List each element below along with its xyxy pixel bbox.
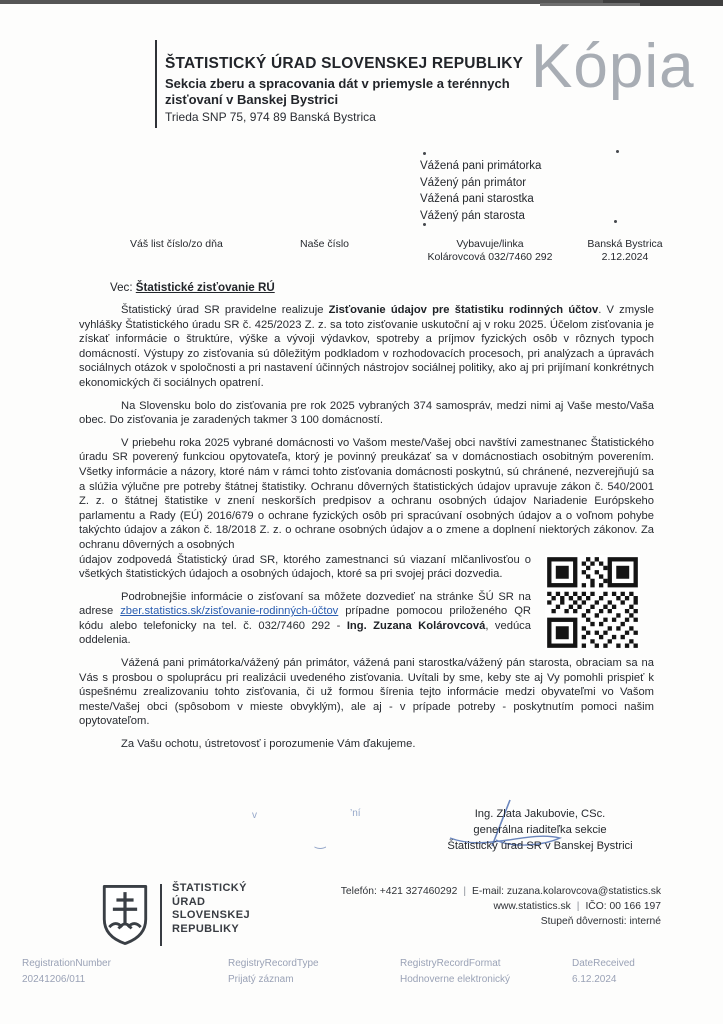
- registry-label: RegistryRecordFormat: [400, 958, 501, 969]
- contact-email: E-mail: zuzana.kolarovcova@statistics.sk: [472, 886, 661, 897]
- p4-rest: , vedúca oddelenia.: [79, 619, 531, 647]
- contact-website: www.statistics.sk: [493, 901, 571, 912]
- registry-col-record-type: [228, 956, 319, 988]
- letter-body: [79, 303, 654, 760]
- signature-block: [395, 806, 685, 854]
- registry-value: Hodnoverne elektronický: [400, 974, 511, 985]
- stamp-fragment: ‿: [315, 834, 326, 849]
- letterhead-vertical-rule: [155, 40, 157, 128]
- ref-place-label: Banská Bystrica: [587, 238, 663, 250]
- logo-line: ÚRAD: [172, 895, 206, 908]
- ref-handled-by-value: Kolárovcová 032/7460 292: [427, 251, 553, 263]
- registry-label: DateReceived: [572, 958, 635, 969]
- p1-rest: . V zmysle vyhlášky Štatistického úradu SR č. 425/2023 Z. z. sa toto zisťovanie uskutoční aj v roku 2025. Účelom zisťovania je získať informácie o štruktúre, výške a vývoji výdavkov, spotreby a príjmov fyzických osôb v rôznych typoch domácností. Výstupy zo zisťovania sú dôležitým podkladom v rozhodovacích procesoch, pri analýzach a úpravách sociálnych otázok v spoločnosti a pri nastavení účinných nástrojov sociálnej politiky, ako aj pri prijímaní konkrétnych ekonomických či sociálnych opatrení.: [79, 304, 654, 389]
- footer-contact: [341, 884, 661, 929]
- logo-line: REPUBLIKY: [172, 922, 240, 935]
- stamp-fragment: ’ní: [350, 808, 361, 819]
- qr-code: [545, 555, 640, 650]
- registry-col-date-received: [572, 956, 635, 988]
- ref-place-date: [572, 238, 678, 264]
- recipient-line: Vážená pani starostka: [420, 193, 534, 205]
- contact-line-3: Stupeň dôvernosti: interné: [540, 916, 661, 927]
- separator: |: [463, 886, 466, 897]
- stamp-fragment: v: [252, 810, 257, 821]
- registry-value: 6.12.2024: [572, 974, 617, 985]
- subject-line: [110, 281, 275, 294]
- subject-text: Štatistické zisťovanie RÚ: [135, 281, 275, 294]
- org-subtitle-line2: zisťovaní v Banskej Bystrici: [165, 91, 339, 107]
- fold-mark-dot: [616, 150, 619, 153]
- qr-code-graphic: [545, 555, 640, 650]
- signatory-name: Ing. Zlata Jakubovie, CSc.: [474, 808, 606, 820]
- org-title: ŠTATISTICKÝ ÚRAD SLOVENSKEJ REPUBLIKY: [165, 55, 524, 72]
- paragraph-3a: V priebehu roka 2025 vybrané domácnosti vo Vašom meste/Vašej obci navštívi zamestnanec Štatistického úradu SR poverený funkciou opytovateľa, ktorý je povinný preukázať sa v domácnostiach osobitným poverením. Všetky informácie a názory, ktoré nám v rámci tohto zisťovania domácnosti poskytnú, sú chránené, nezverejňujú sa a slúžia výlučne pre potreby štátnej štatistiky. Ochranu dôverných štatistických údajov upravuje zákon č. 540/2001 Z. z. o štátnej štatistike v znení neskorších predpisov a ochranu osobných údajov Nariadenie Európskeho parlamentu a Rady (EÚ) 2016/679 o ochrane fyzických osôb pri spracúvaní osobných údajov a o voľnom pohybe takýchto údajov a zákon č. 18/2018 Z. z. o ochrane osobných údajov a o zmene a doplnení niektorých zákonov. Za ochranu dôverných a osobných: [79, 436, 654, 551]
- contact-ico: IČO: 00 166 197: [585, 901, 661, 912]
- p4-contact-name: Ing. Zuzana Kolárovcová: [346, 619, 486, 632]
- logo-divider: [160, 884, 162, 946]
- paragraph-2: Na Slovensku bolo do zisťovania pre rok 2025 vybraných 374 samospráv, medzi nimi aj Vaše mesto/Vaša obec. Do zisťovania je zaradených takmer 3 100 domácností.: [79, 399, 654, 427]
- p1-lead: Štatistický úrad SR pravidelne realizuje: [121, 304, 329, 316]
- contact-line-1: [341, 884, 661, 899]
- survey-info-link[interactable]: zber.statistics.sk/zisťovanie-rodinných-účtov: [120, 605, 339, 618]
- registry-col-record-format: [400, 956, 510, 988]
- recipient-line: Vážený pán starosta: [420, 209, 525, 222]
- ref-handled-by-label: Vybavuje/linka: [456, 238, 524, 250]
- recipient-line: Vážený pán primátor: [420, 176, 527, 189]
- p1-survey-name: Zisťovanie údajov pre štatistiku rodinných účtov: [328, 304, 599, 316]
- org-subtitle-line1: Sekcia zberu a spracovania dát v priemysle a terénnych: [165, 75, 510, 91]
- recipient-line: Vážená pani primátorka: [420, 160, 542, 172]
- contact-phone: Telefón: +421 327460292: [340, 886, 458, 897]
- copy-watermark: Kópia: [531, 32, 695, 101]
- logo-wordmark: [172, 882, 250, 936]
- ref-your-letter-label: Váš list číslo/zo dňa: [130, 238, 223, 250]
- ref-handled-by: [408, 238, 572, 264]
- paragraph-5: Vážená pani primátorka/vážený pán primátor, vážená pani starostka/vážený pán starosta, obraciam sa na Vás s prosbou o spoluprácu pri realizácii uvedeného zisťovania. Uvítali by sme, keby ste aj Vy pomohli prispieť k úspešnému zrealizovaniu tohto zisťovania, či už formou šírenia tejto informácie medzi obyvateľmi vo Vašom meste/Vašej obci (spôsobom v mieste obvyklým), ale aj - v prípade potreby - poskytnutím pomoci našim opytovateľom.: [79, 657, 654, 728]
- paragraph-1: [79, 303, 654, 391]
- ref-date-value: 2.12.2024: [601, 251, 649, 263]
- slovak-coat-of-arms-icon: [100, 882, 150, 948]
- registry-label: RegistrationNumber: [22, 958, 111, 969]
- footer-logo: [100, 882, 250, 948]
- paragraph-6: Za Vašu ochotu, ústretovosť i porozumenie Vám ďakujeme.: [121, 738, 416, 751]
- scan-edge-artifact-mid: [540, 3, 640, 6]
- ref-our-number-label: Naše číslo: [300, 238, 350, 250]
- fold-mark-dot: [614, 220, 617, 223]
- registry-label: RegistryRecordType: [228, 958, 319, 969]
- subject-prefix: Vec:: [110, 281, 136, 294]
- registry-value: 20241206/011: [22, 974, 86, 985]
- recipient-block: [420, 158, 541, 224]
- separator: |: [576, 901, 580, 912]
- logo-line: SLOVENSKEJ: [172, 909, 250, 921]
- qr-text-wrap: [79, 553, 654, 649]
- paragraph-3b: údajov zodpovedá Štatistický úrad SR, ktorého zamestnanci sú viazaní mlčanlivosťou o všetkých štatistických údajoch a osobných údajoch, ktoré sa pri svojej práci dozvedia.: [79, 553, 531, 581]
- fold-mark-dot: [423, 152, 426, 155]
- contact-line-2: [341, 899, 661, 914]
- signatory-role: generálna riaditeľka sekcie: [473, 824, 607, 836]
- registry-value: Prijatý záznam: [228, 974, 294, 985]
- letterhead: [165, 56, 523, 123]
- p4-mid: prípadne pomocou priloženého QR kódu alebo telefonicky na tel. č. 032/7460 292 -: [79, 605, 531, 632]
- registry-col-registration-number: [22, 956, 111, 988]
- p4-lead: Podrobnejšie informácie o zisťovaní sa môžete dozvedieť na stránke ŠÚ SR na adrese: [79, 590, 531, 618]
- signatory-org: Štatistický úrad SR v Banskej Bystrici: [447, 840, 633, 852]
- org-address: Trieda SNP 75, 974 89 Banská Bystrica: [165, 109, 376, 124]
- logo-line: ŠTATISTICKÝ: [172, 882, 247, 894]
